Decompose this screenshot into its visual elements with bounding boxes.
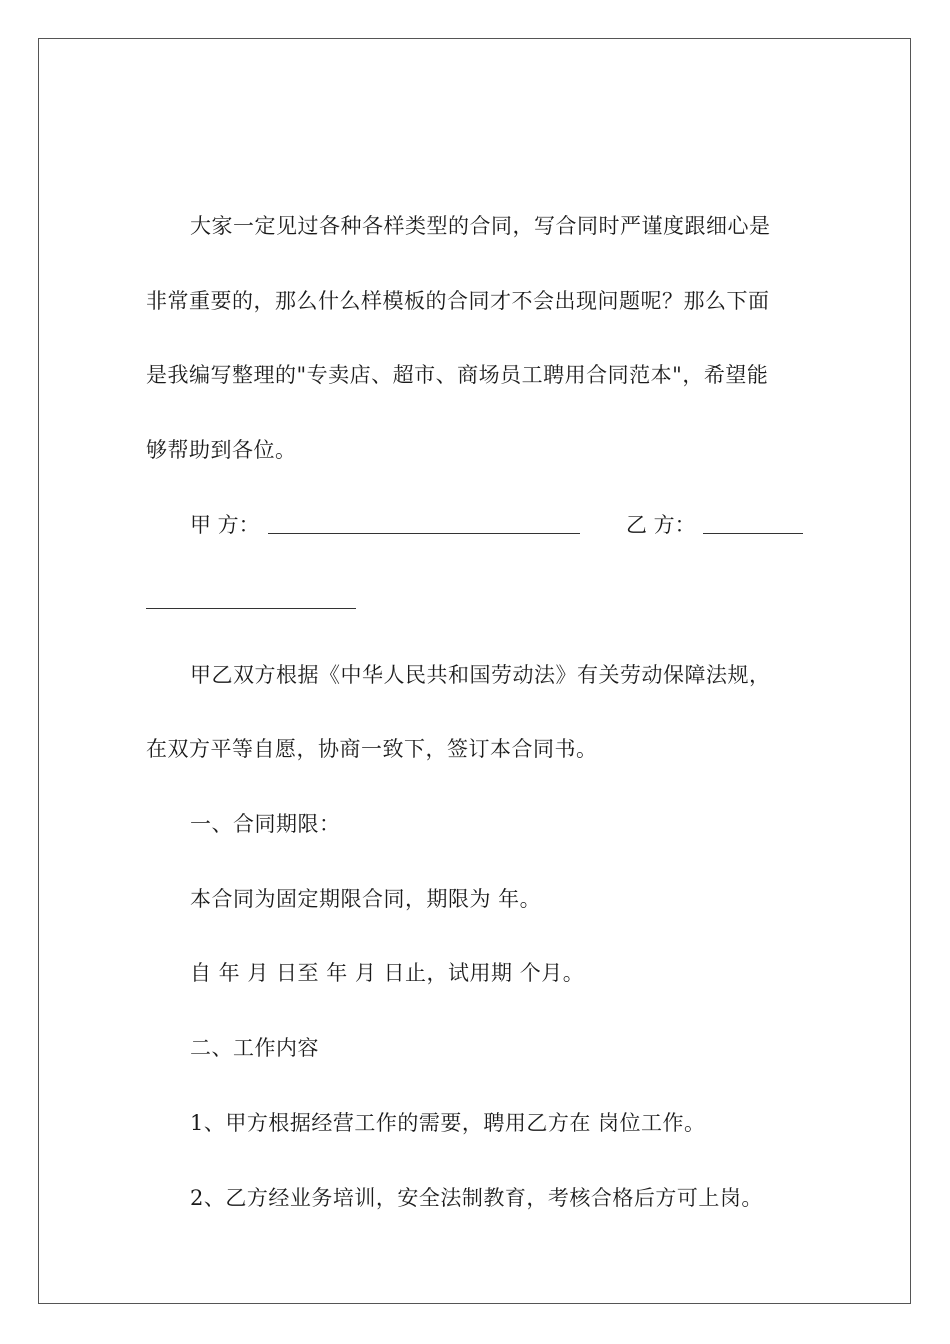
intro-line-4: 够帮助到各位。 bbox=[146, 438, 297, 462]
section-2-title: 二、工作内容 bbox=[190, 1036, 319, 1060]
party-b-label: 乙 方： bbox=[626, 513, 696, 537]
party-a-blank bbox=[268, 513, 580, 534]
preamble-line-1: 甲乙双方根据《中华人民共和国劳动法》有关劳动保障法规， bbox=[190, 663, 771, 687]
party-a-label: 甲 方： bbox=[190, 513, 260, 537]
section-1-dates: 自 年 月 日至 年 月 日止，试用期 个月。 bbox=[190, 961, 585, 985]
intro-line-2: 非常重要的，那么什么样模板的合同才不会出现问题呢？那么下面 bbox=[146, 289, 770, 313]
section-1-term: 本合同为固定期限合同，期限为 年。 bbox=[190, 887, 542, 911]
preamble-line-2: 在双方平等自愿，协商一致下，签订本合同书。 bbox=[146, 737, 598, 761]
intro-line-3: 是我编写整理的"专卖店、超市、商场员工聘用合同范本"，希望能 bbox=[146, 363, 769, 387]
intro-line-1: 大家一定见过各种各样类型的合同，写合同时严谨度跟细心是 bbox=[190, 214, 771, 238]
party-b-blank-continued bbox=[146, 588, 356, 609]
section-2-item-2: 2、乙方经业务培训，安全法制教育，考核合格后方可上岗。 bbox=[190, 1186, 763, 1210]
section-2-item-1: 1、甲方根据经营工作的需要，聘用乙方在 岗位工作。 bbox=[190, 1111, 706, 1135]
party-b-blank bbox=[703, 513, 803, 534]
section-1-title: 一、合同期限： bbox=[190, 812, 341, 836]
